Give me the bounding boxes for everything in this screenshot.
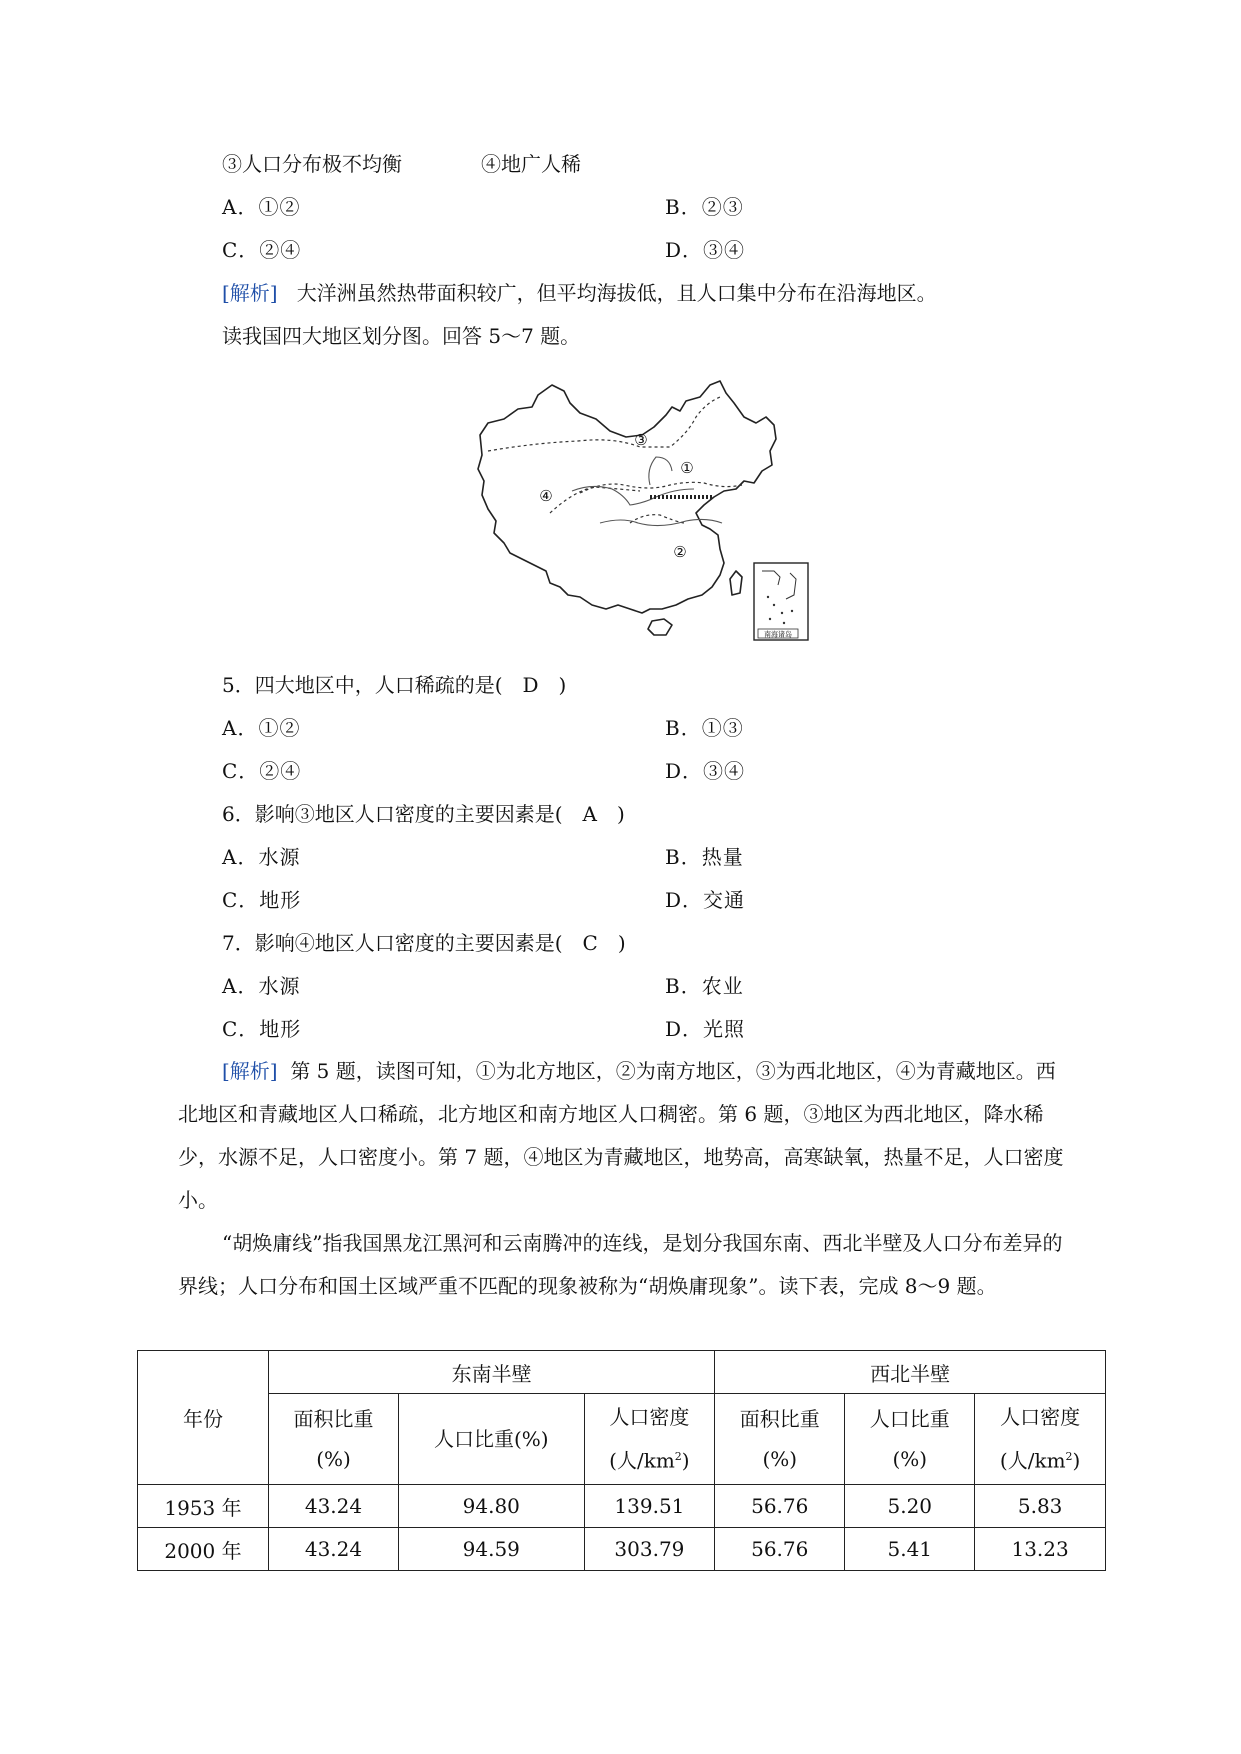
intro-5-7: 读我国四大地区划分图。回答 5～7 题。 xyxy=(222,324,581,348)
table-cell: 56.76 xyxy=(715,1528,845,1571)
table-col-header: 面积比重 (%) xyxy=(269,1394,399,1485)
table-cell-year: 2000 年 xyxy=(138,1528,269,1571)
q6-option-b: B．热量 xyxy=(665,845,744,869)
q4-option-b: B．②③ xyxy=(665,195,744,219)
q7-option-b: B．农业 xyxy=(665,974,744,998)
q7-stem: 7．影响④地区人口密度的主要因素是( C ) xyxy=(222,931,626,955)
population-table xyxy=(137,1350,1106,1571)
table-row xyxy=(138,1485,1106,1528)
q7-option-a: A．水源 xyxy=(222,974,301,998)
table-row xyxy=(138,1528,1106,1571)
q6-stem: 6．影响③地区人口密度的主要因素是( A ) xyxy=(222,802,625,826)
table-col-header: 人口密度 (人$/km^2$) xyxy=(975,1394,1106,1485)
region-label-4: ④ xyxy=(539,487,553,505)
analysis-text: 大洋洲虽然热带面积较广，但平均海拔低，且人口集中分布在沿海地区。 xyxy=(296,281,937,305)
q6-option-c: C．地形 xyxy=(222,888,302,912)
table-year-header: 年份 xyxy=(138,1351,269,1485)
table-col-header: 面积比重 (%) xyxy=(715,1394,845,1485)
table-cell-year: 1953 年 xyxy=(138,1485,269,1528)
table-cell: 13.23 xyxy=(975,1528,1106,1571)
intro-8-9 xyxy=(178,1222,1066,1308)
q5-option-d: D．③④ xyxy=(665,759,746,783)
table-cell: 5.83 xyxy=(975,1485,1106,1528)
q7-option-c: C．地形 xyxy=(222,1017,302,1041)
q4-option-d: D．③④ xyxy=(665,238,746,262)
table-col-header: 人口密度 (人$/km^2$) xyxy=(584,1394,715,1485)
table-cell: 94.80 xyxy=(399,1485,585,1528)
table-col-header: 人口比重 (%) xyxy=(845,1394,975,1485)
table-group-northwest: 西北半壁 xyxy=(715,1351,1106,1394)
region-label-3: ③ xyxy=(634,431,648,449)
q6-option-d: D．交通 xyxy=(665,888,746,912)
region-label-2: ② xyxy=(673,543,687,561)
analysis-1 xyxy=(222,279,937,307)
table-cell: 56.76 xyxy=(715,1485,845,1528)
china-regions-map xyxy=(474,373,814,643)
q4-option-a: A．①② xyxy=(222,195,301,219)
table-cell: 5.20 xyxy=(845,1485,975,1528)
table-col-header: 人口比重(%) xyxy=(399,1394,585,1485)
analysis-2 xyxy=(178,1050,1066,1222)
table-cell: 94.59 xyxy=(399,1528,585,1571)
intro-8-9-text: “胡焕庸线”指我国黑龙江黑河和云南腾冲的连线，是划分我国东南、西北半壁及人口分布差异的界线；人口分布和国土区域严重不匹配的现象被称为“胡焕庸现象”。读下表，完成 8～9 题。 xyxy=(178,1231,1063,1298)
q7-option-d: D．光照 xyxy=(665,1017,746,1041)
table-cell: 139.51 xyxy=(584,1485,715,1528)
table-group-southeast: 东南半壁 xyxy=(269,1351,715,1394)
table-cell: 43.24 xyxy=(269,1528,399,1571)
analysis-2-tag: [解析] xyxy=(222,1059,278,1083)
inset-label: 南海诸岛 xyxy=(764,630,792,639)
table-cell: 43.24 xyxy=(269,1485,399,1528)
q5-stem: 5．四大地区中，人口稀疏的是( D ) xyxy=(222,673,567,697)
q5-option-c: C．②④ xyxy=(222,759,302,783)
south-sea-inset xyxy=(754,563,808,640)
q4-option-c: C．②④ xyxy=(222,238,302,262)
table-cell: 303.79 xyxy=(584,1528,715,1571)
q5-option-b: B．①③ xyxy=(665,716,744,740)
option-3-text: ③人口分布极不均衡 xyxy=(222,152,402,176)
option-4-text: ④地广人稀 xyxy=(481,152,581,176)
table-cell: 5.41 xyxy=(845,1528,975,1571)
analysis-tag: [解析] xyxy=(222,281,278,305)
region-label-1: ① xyxy=(680,459,694,477)
analysis-2-text: 第 5 题，读图可知，①为北方地区，②为南方地区，③为西北地区，④为青藏地区。西北地区和青藏地区人口稀疏，北方地区和南方地区人口稠密。第 6 题，③地区为西北地区，降水稀少，水源不足，人口密度小。第 7 题，④地区为青藏地区，地势高，高寒缺氧，热量不足，人口密度小。 xyxy=(178,1059,1064,1212)
q5-option-a: A．①② xyxy=(222,716,301,740)
china-outline xyxy=(478,381,776,635)
q6-option-a: A．水源 xyxy=(222,845,301,869)
